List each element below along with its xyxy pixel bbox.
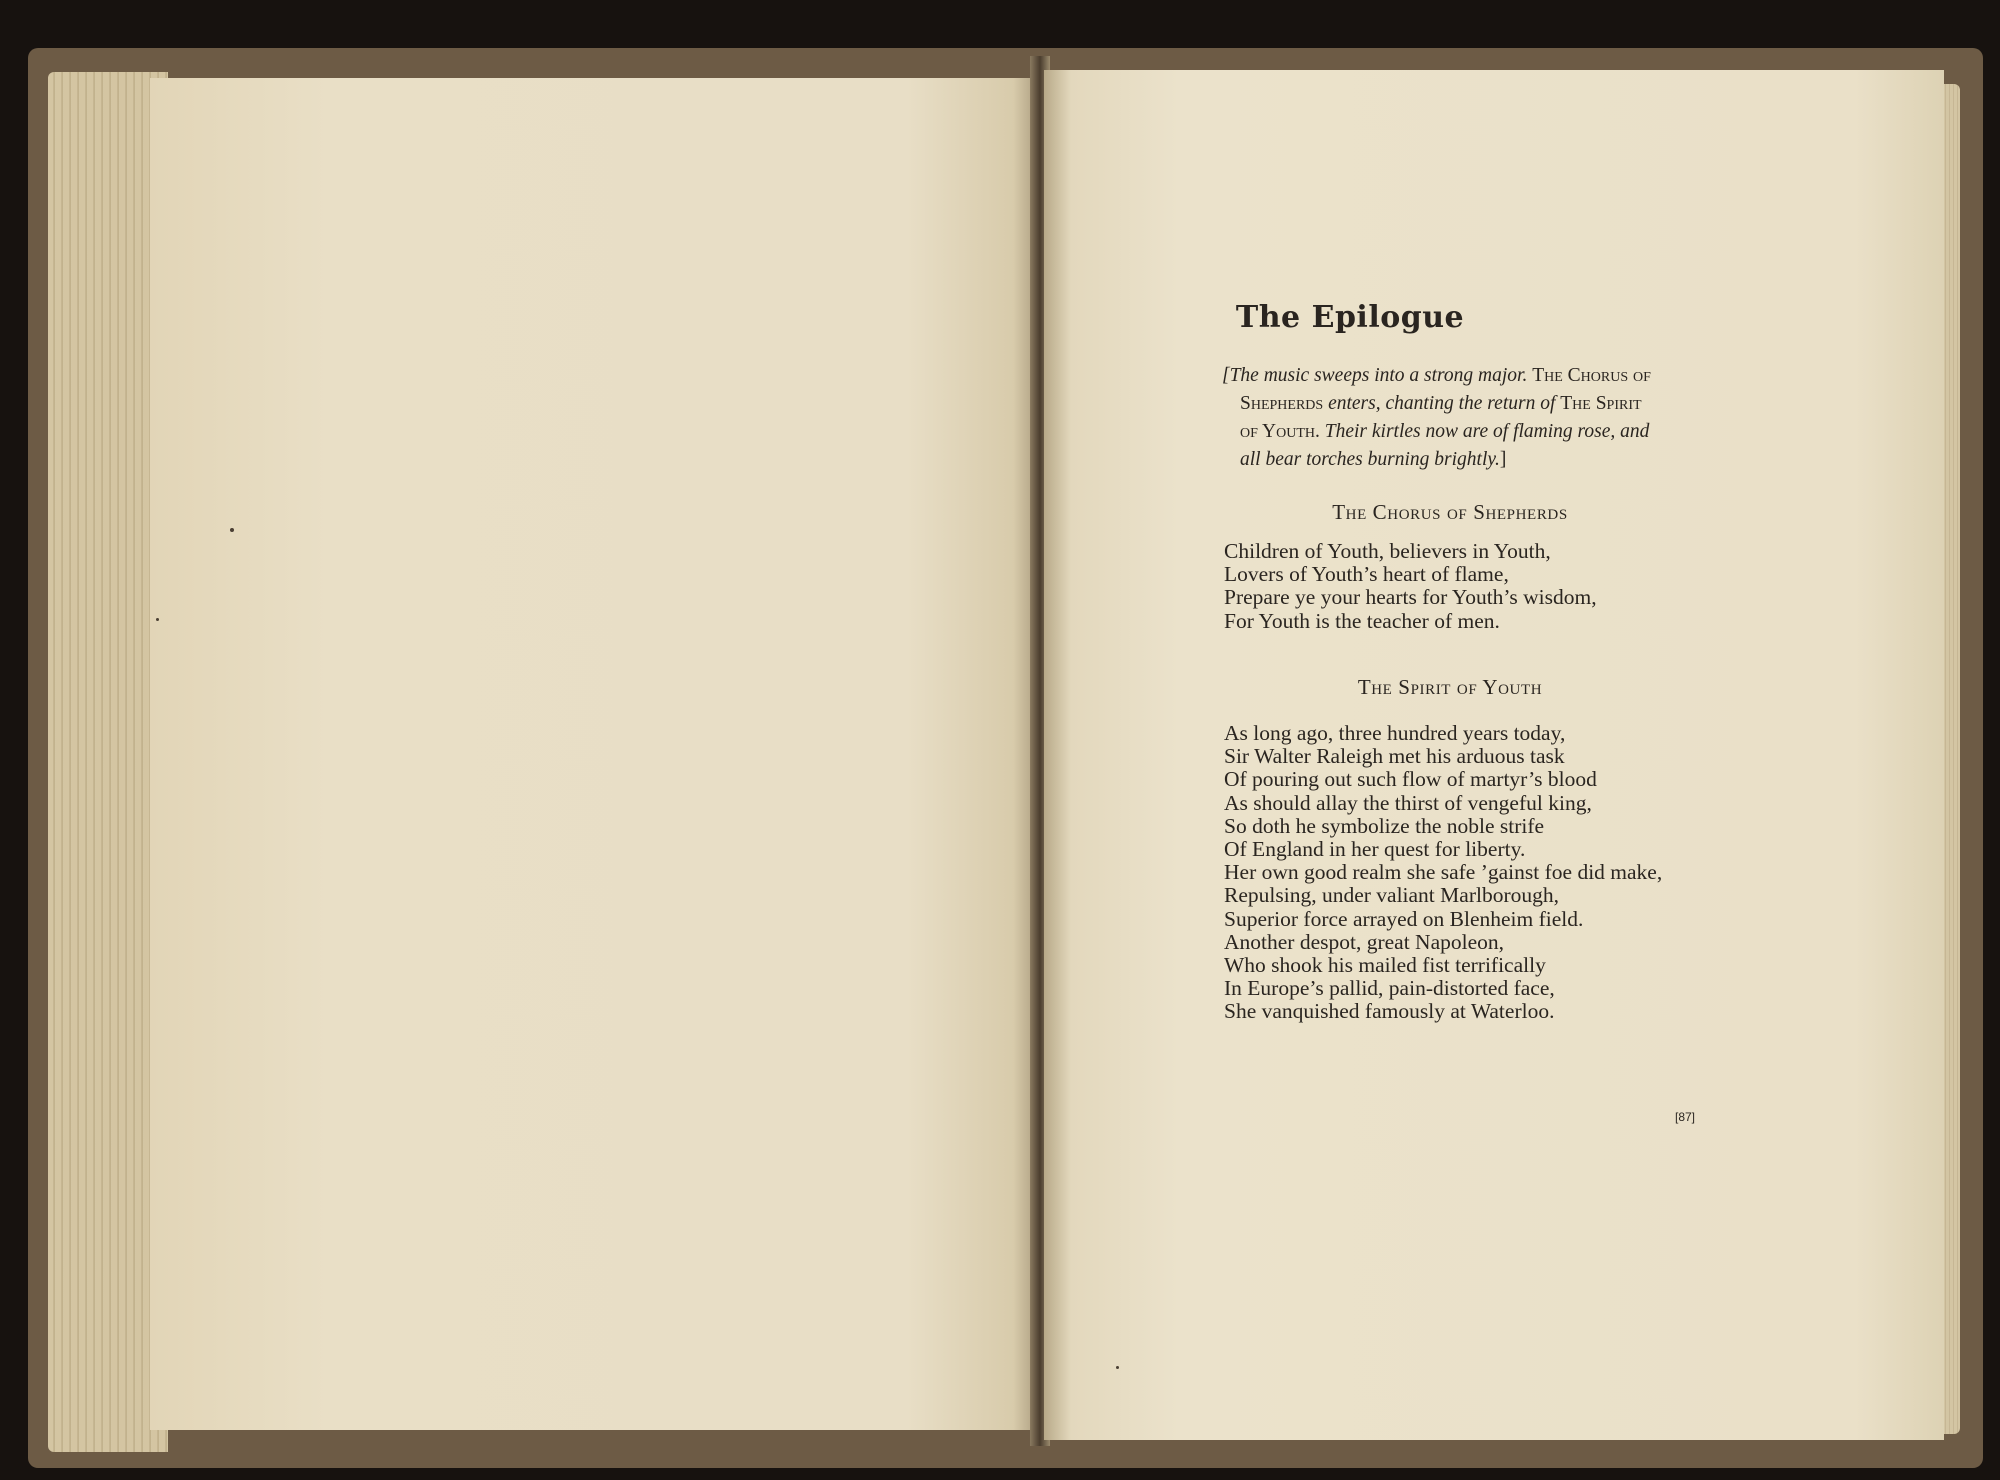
section-heading-spirit: The Spirit of Youth <box>1357 675 1543 699</box>
stage-smallcaps: The Chorus of <box>1532 365 1651 386</box>
stage-smallcaps: of Youth. <box>1240 421 1320 442</box>
page-number: [87] <box>1675 1110 1696 1124</box>
verse-line: As should allay the thirst of vengeful king, <box>1224 790 1592 815</box>
stage-smallcaps: Shepherds <box>1240 393 1324 414</box>
paper-speck <box>156 618 159 621</box>
stage-text: enters, chanting the return of <box>1323 393 1561 414</box>
stage-text: [The music sweeps into a strong major. <box>1222 365 1533 386</box>
stage-text: all bear torches burning brightly. <box>1240 449 1500 470</box>
verse-line: For Youth is the teacher of men. <box>1224 608 1500 633</box>
verse-line: Superior force arrayed on Blenheim field. <box>1224 906 1584 931</box>
paper-speck <box>230 528 234 532</box>
page-title: The Epilogue <box>1235 300 1465 335</box>
verse-line: Sir Walter Raleigh met his arduous task <box>1224 744 1565 769</box>
verse-line: Of England in her quest for liberty. <box>1224 837 1526 862</box>
stage-line-1 <box>1222 362 1702 390</box>
stage-smallcaps: The Spirit <box>1560 393 1642 414</box>
verse-line: Children of Youth, believers in Youth, <box>1224 539 1551 563</box>
verse-line: In Europe’s pallid, pain-distorted face, <box>1224 976 1555 1001</box>
stage-text: Their kirtles now are of flaming rose, and <box>1319 421 1650 442</box>
verse-line: Her own good realm she safe ’gainst foe did make, <box>1224 860 1663 885</box>
section-heading-chorus: The Chorus of Shepherds <box>1332 500 1568 524</box>
verse-line: As long ago, three hundred years today, <box>1224 721 1566 745</box>
verse-spirit <box>1224 722 1662 1024</box>
verse-line: She vanquished famously at Waterloo. <box>1224 999 1555 1024</box>
paper-speck <box>1116 1366 1119 1369</box>
stage-line-3 <box>1222 418 1702 446</box>
verse-line: Of pouring out such flow of martyr’s blood <box>1224 767 1597 792</box>
verse-chorus <box>1224 540 1597 633</box>
verse-line: Lovers of Youth’s heart of flame, <box>1224 562 1509 587</box>
verse-line: Another despot, great Napoleon, <box>1224 929 1505 954</box>
verse-line: Prepare ye your hearts for Youth’s wisdom, <box>1224 585 1597 610</box>
verse-line: Repulsing, under valiant Marlborough, <box>1224 883 1559 908</box>
verse-line: Who shook his mailed fist terrifically <box>1224 953 1546 978</box>
left-page-blank <box>150 78 1040 1430</box>
stage-smallcaps: ] <box>1499 449 1507 470</box>
stage-line-4 <box>1222 446 1702 474</box>
stage-direction <box>1222 362 1702 474</box>
stage-line-2 <box>1222 390 1702 418</box>
verse-line: So doth he symbolize the noble strife <box>1224 813 1545 838</box>
